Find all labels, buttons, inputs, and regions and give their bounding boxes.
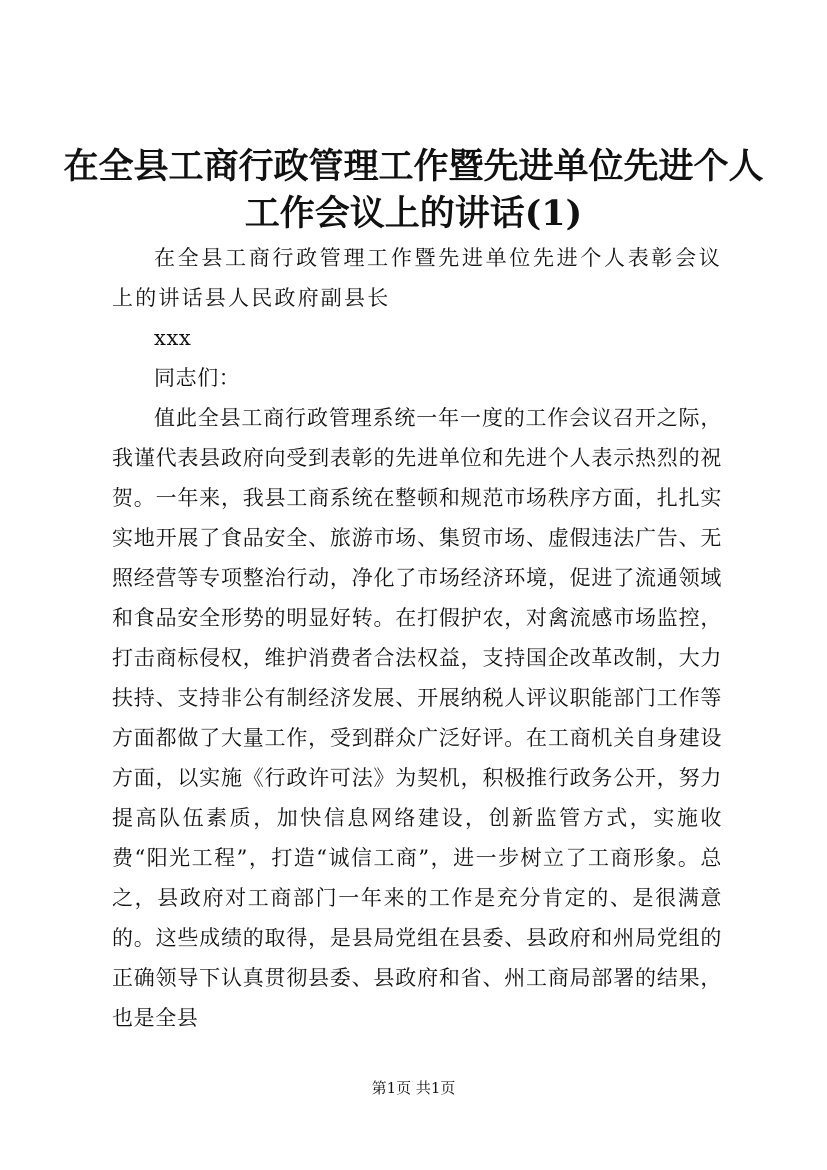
document-title: 在全县工商行政管理工作暨先进单位先进个人工作会议上的讲话(1) bbox=[63, 146, 764, 234]
document-body bbox=[112, 238, 722, 1038]
body-paragraph: 值此全县工商行政管理系统一年一度的工作会议召开之际，我谨代表县政府向受到表彰的先进单位和先进个人表示热烈的祝贺。一年来，我县工商系统在整顿和规范市场秩序方面，扎扎实实地开展了食品安全、旅游市场、集贸市场、虚假违法广告、无照经营等专项整治行动，净化了市场经济环境，促进了流通领域和食品安全形势的明显好转。在打假护农，对禽流感市场监控，打击商标侵权，维护消费者合法权益，支持国企改革改制，大力扶持、支持非公有制经济发展、开展纳税人评议职能部门工作等方面都做了大量工作，受到群众广泛好评。在工商机关自身建设方面，以实施《行政许可法》为契机，积极推行政务公开，努力提高队伍素质，加快信息网络建设，创新监管方式，实施收费“阳光工程”，打造“诚信工商”，进一步树立了工商形象。总之，县政府对工商部门一年来的工作是充分肯定的、是很满意的。这些成绩的取得，是县局党组在县委、县政府和州局党组的正确领导下认真贯彻县委、县政府和省、州工商局部署的结果，也是全县 bbox=[112, 406, 722, 1030]
speaker-name: xxx bbox=[154, 326, 192, 350]
page-footer: 第1页 共1页 bbox=[371, 1079, 456, 1097]
salutation: 同志们： bbox=[154, 366, 241, 390]
subtitle-paragraph: 在全县工商行政管理工作暨先进单位先进个人表彰会议上的讲话县人民政府副县长 bbox=[112, 246, 722, 310]
